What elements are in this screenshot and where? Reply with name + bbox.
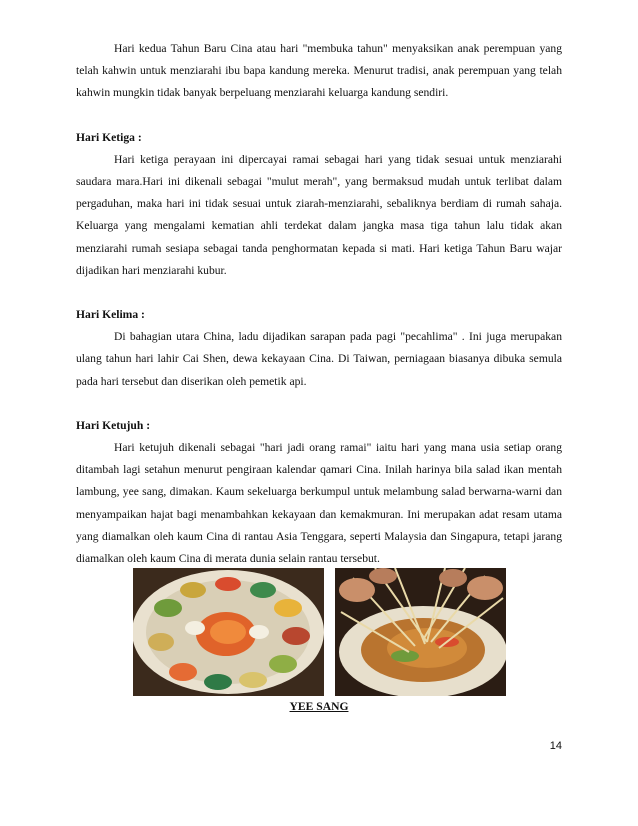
body-text xyxy=(76,38,562,570)
paragraph-hari-ketujuh: Hari ketujuh dikenali sebagai "hari jadi orang ramai" iaitu hari yang mana usia setiap orang ditambah lagi setahun menurut pengiraan kalendar qamari Cina. Inilah harinya bila salad ikan mentah lambung, yee sang, dimakan. Kaum sekeluarga berkumpul untuk melambung salad berwarna-warni dan menyampaikan hajat bagi menambahkan kekayaan dan kemakmuran. Ini merupakan adat resam utama yang diamalkan oleh kaum Cina di rantau Asia Tenggara, seperti Malaysia dan Singapura, tetapi jarang diamalkan oleh kaum Cina di merata dunia selain rantau tersebut. xyxy=(76,441,562,566)
page-number: 14 xyxy=(549,740,562,752)
paragraph-hari-kelima: Di bahagian utara China, ladu dijadikan sarapan pada pagi "pecahlima" . Ini juga merupakan ulang tahun hari lahir Cai Shen, dewa kekayaan Cina. Di Taiwan, perniagaan biasanya dibuka semula pada hari tersebut dan diserikan oleh pemetik api. xyxy=(76,330,562,388)
yee-sang-tossing-photo xyxy=(335,568,506,696)
image-caption: YEE SANG xyxy=(289,700,349,713)
yee-sang-platter-photo xyxy=(133,568,324,696)
yee-sang-photos xyxy=(133,568,506,696)
paragraph-hari-ketiga: Hari ketiga perayaan ini dipercayai ramai sebagai hari yang tidak sesuai untuk menziarahi saudara mara.Hari ini dikenali sebagai "mulut merah", yang bermaksud mudah untuk terlibat dalam pergaduhan, maka hari ini tidak sesuai untuk ziarah-menziarahi, sebaliknya berdiam di rumah sahaja. Keluarga yang mengalami kematian ahli terdekat dalam jangka masa tiga tahun lalu tidak akan menziarahi rumah sesiapa sebagai tanda penghormatan kepada si mati. Hari ketiga Tahun Baru wajar dijadikan hari menziarahi kubur. xyxy=(76,152,562,277)
heading-hari-ketiga: Hari Ketiga : xyxy=(76,130,142,144)
heading-hari-ketujuh: Hari Ketujuh : xyxy=(76,418,151,432)
paragraph-hari-kedua: Hari kedua Tahun Baru Cina atau hari "membuka tahun" menyaksikan anak perempuan yang telah kahwin untuk menziarahi ibu bapa kandung mereka. Menurut tradisi, anak perempuan yang telah kahwin mungkin tidak banyak berpeluang menziarahi keluarga kandung sendiri. xyxy=(76,42,562,100)
heading-hari-kelima: Hari Kelima : xyxy=(76,308,145,322)
